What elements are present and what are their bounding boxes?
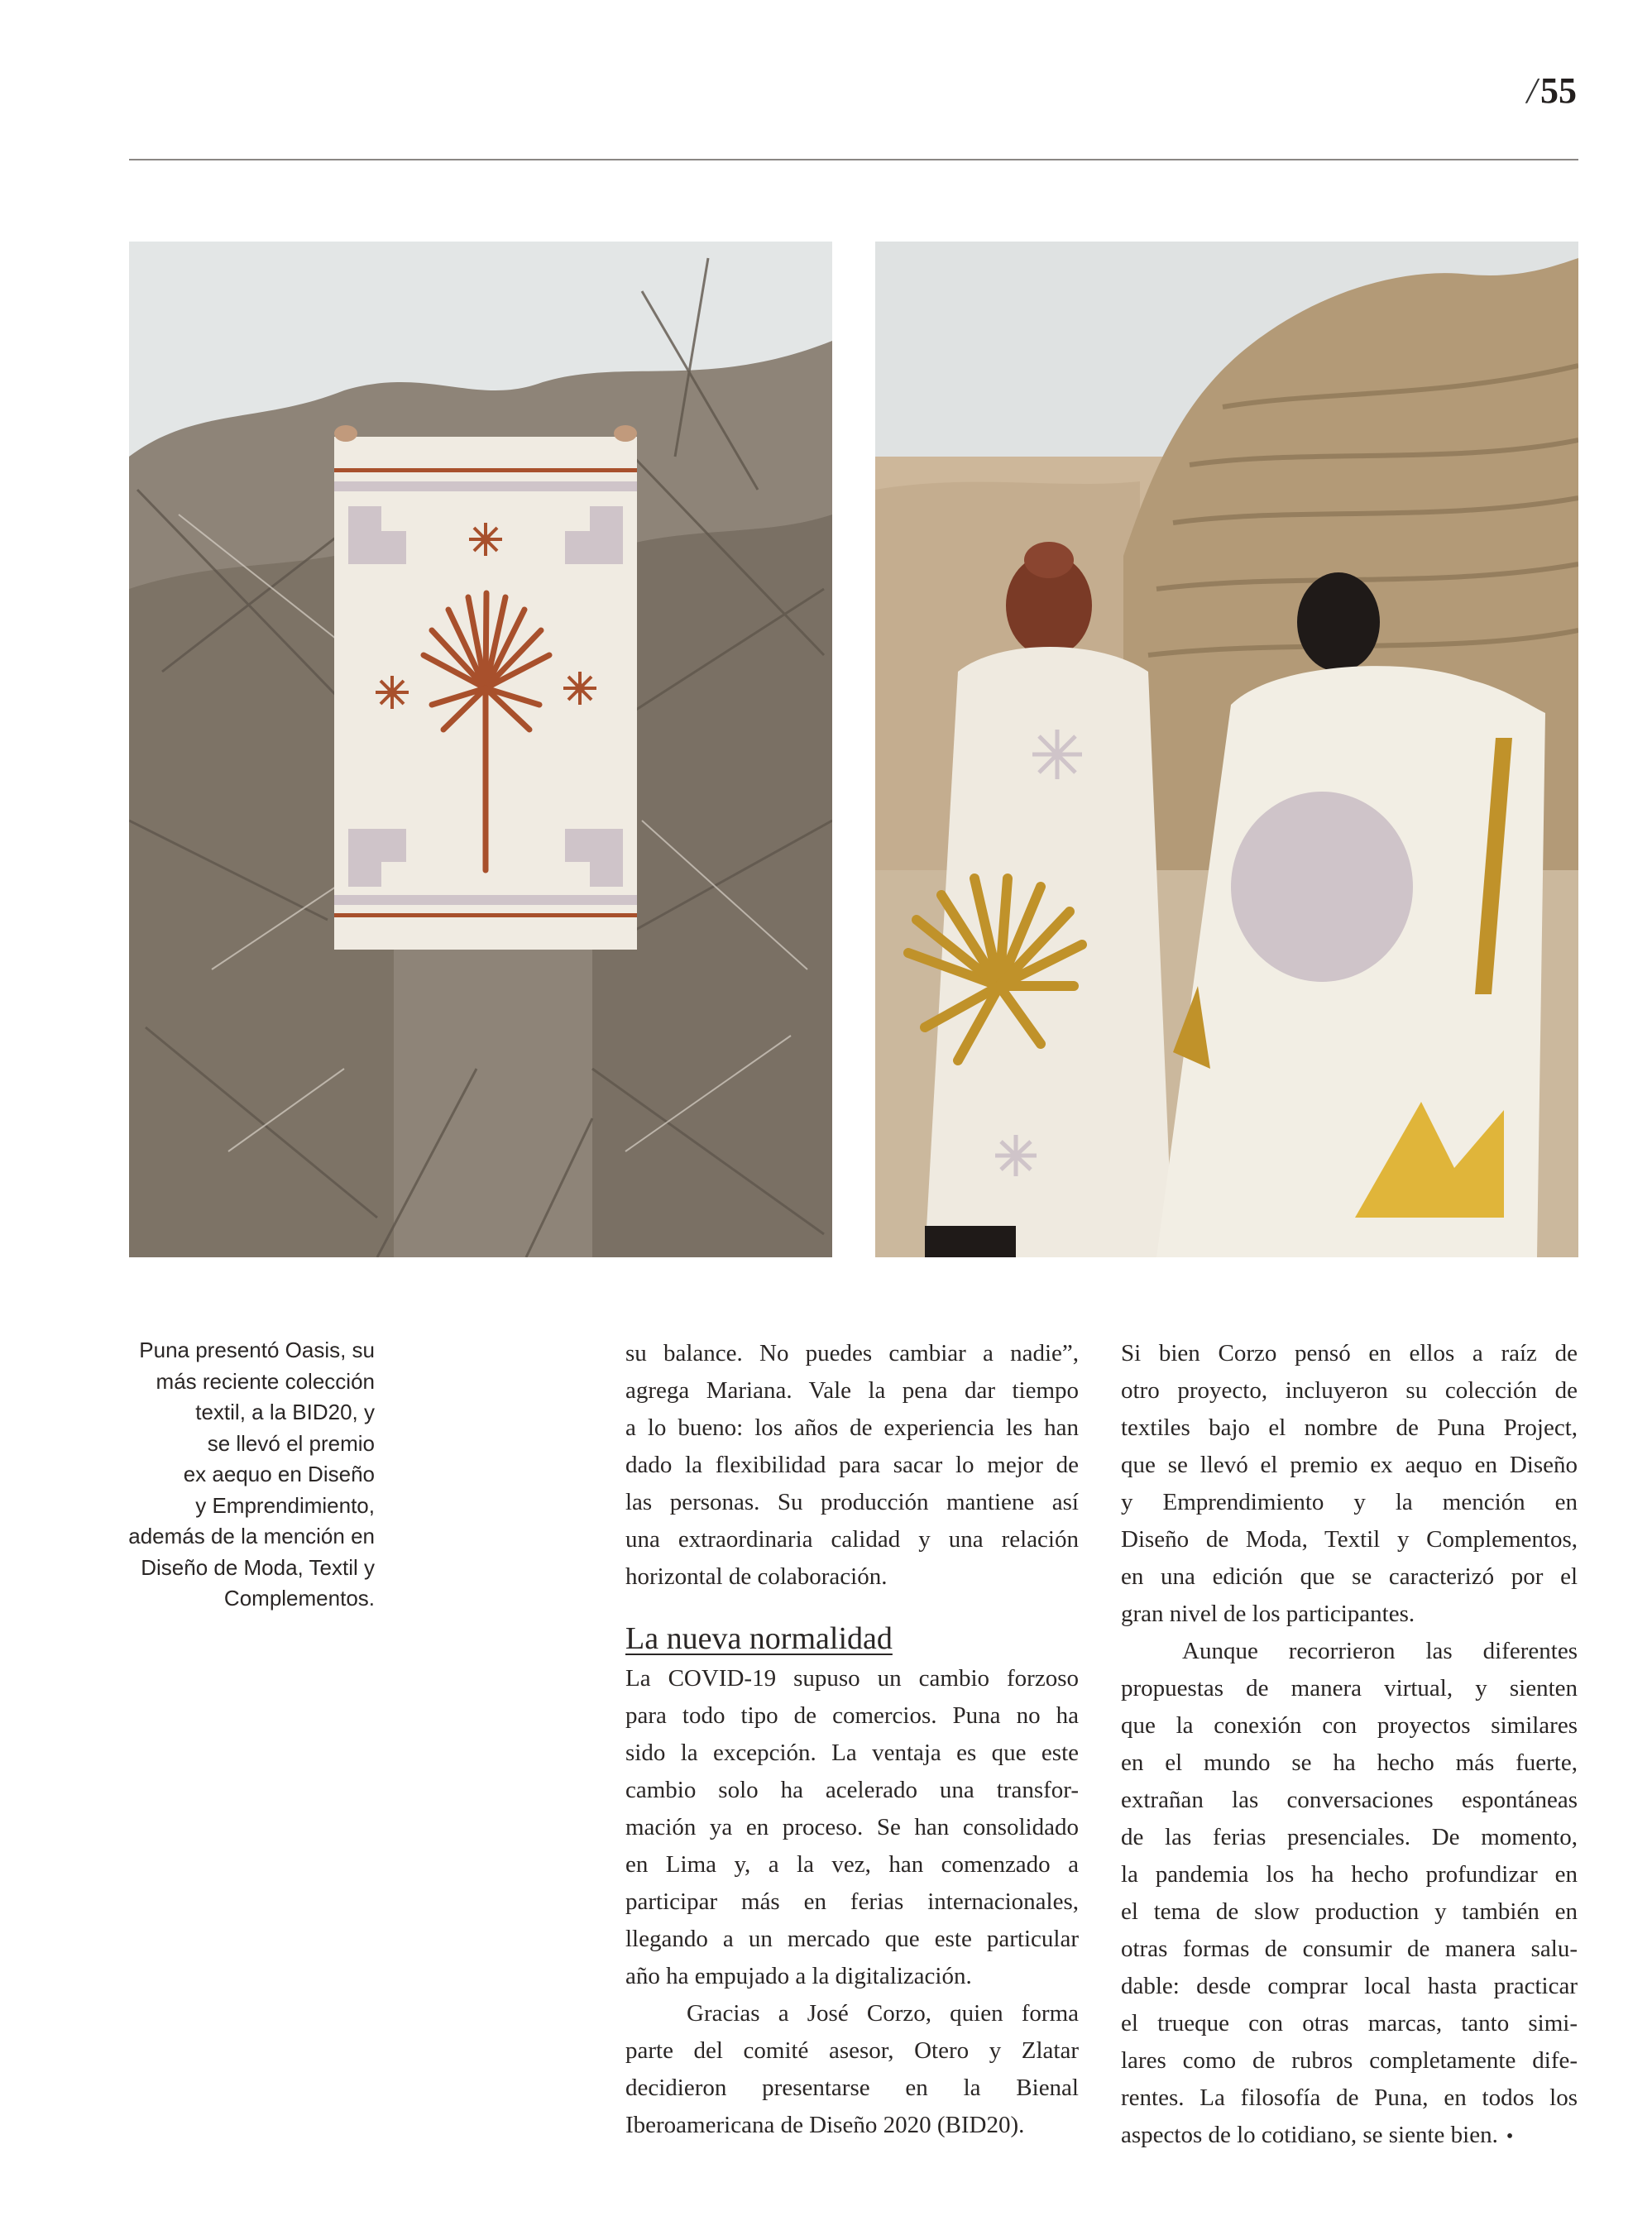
text-line: de las ferias presenciales. De momento, xyxy=(1121,1824,1578,1850)
text-line: una extraordinaria calidad y una relación xyxy=(625,1526,1079,1553)
text-line: Iberoamericana de Diseño 2020 (BID20). xyxy=(625,2112,1025,2138)
text-line: propuestas de manera virtual, y sienten xyxy=(1121,1675,1578,1701)
tapestry-illustration xyxy=(129,242,832,1257)
page-number xyxy=(1527,69,1577,112)
text-line: el trueque con otras marcas, tanto simi- xyxy=(1121,2010,1578,2037)
text-line: dable: desde comprar local hasta practicar xyxy=(1121,1973,1578,1999)
text-line: aspectos de lo cotidiano, se siente bien. xyxy=(1121,2122,1498,2148)
text-line: año ha empujado a la digitalización. xyxy=(625,1963,972,1989)
text-line: Si bien Corzo pensó en ellos a raíz de xyxy=(1121,1340,1578,1366)
text-line: Aunque recorrieron las diferentes xyxy=(1182,1638,1578,1664)
caption-line: y Emprendimiento, xyxy=(195,1492,375,1518)
text-line: y Emprendimiento y la mención en xyxy=(1121,1489,1578,1515)
text-line: otro proyecto, incluyeron su colección de xyxy=(1121,1377,1578,1404)
text-line: sido la excepción. La ventaja es que este xyxy=(625,1740,1079,1766)
text-line: agrega Mariana. Vale la pena dar tiempo xyxy=(625,1377,1079,1404)
photo-caption xyxy=(99,1335,375,1615)
text-line: extrañan las conversaciones espontáneas xyxy=(1121,1787,1578,1813)
caption-line: Puna presentó Oasis, su xyxy=(139,1338,375,1362)
text-line: en una edición que se caracterizó por el xyxy=(1121,1563,1578,1590)
text-line: en Lima y, a la vez, han comenzado a xyxy=(625,1851,1079,1878)
text-line: rentes. La filosofía de Puna, en todos los xyxy=(1121,2084,1578,2111)
text-line: participar más en ferias internacionales, xyxy=(625,1888,1079,1915)
photo-tapestry xyxy=(129,242,832,1257)
text-line: textiles bajo el nombre de Puna Project, xyxy=(1121,1414,1578,1441)
folio-slash: / xyxy=(1526,70,1537,111)
article-column-middle xyxy=(625,1335,1079,2144)
text-line: a lo bueno: los años de experiencia les han xyxy=(625,1414,1079,1441)
photo-blankets xyxy=(875,242,1578,1257)
caption-line: textil, a la BID20, y xyxy=(195,1400,375,1424)
text-line: Diseño de Moda, Textil y Complementos, xyxy=(1121,1526,1578,1553)
text-line: llegando a un mercado que este particular xyxy=(625,1926,1079,1952)
caption-line: Diseño de Moda, Textil y xyxy=(141,1554,375,1580)
caption-line: Complementos. xyxy=(223,1586,375,1611)
folio-number: 55 xyxy=(1540,70,1577,111)
text-line: La COVID-19 supuso un cambio forzoso xyxy=(625,1665,1079,1692)
text-line: que la conexión con proyectos similares xyxy=(1121,1712,1578,1739)
text-line: Gracias a José Corzo, quien forma xyxy=(687,2000,1079,2027)
section-subhead: La nueva normalidad xyxy=(625,1621,893,1656)
text-line: su balance. No puedes cambiar a nadie”, xyxy=(625,1340,1079,1366)
text-line: otras formas de consumir de manera salu- xyxy=(1121,1936,1578,1962)
text-line: que se llevó el premio ex aequo en Diseño xyxy=(1121,1452,1578,1478)
text-line: el tema de slow production y también en xyxy=(1121,1898,1578,1925)
text-line: en el mundo se ha hecho más fuerte, xyxy=(1121,1749,1578,1776)
caption-line: ex aequo en Diseño xyxy=(183,1462,375,1486)
text-line: gran nivel de los participantes. xyxy=(1121,1601,1415,1627)
end-mark: • xyxy=(1506,2126,1514,2147)
text-line: decidieron presentarse en la Bienal xyxy=(625,2075,1079,2101)
text-line: parte del comité asesor, Otero y Zlatar xyxy=(625,2037,1079,2064)
text-line-final xyxy=(1121,2117,1578,2156)
text-line: cambio solo ha acelerado una transfor- xyxy=(625,1777,1079,1803)
article-column-right xyxy=(1121,1335,1578,2156)
header-rule xyxy=(129,159,1578,160)
caption-line: se llevó el premio xyxy=(207,1430,375,1456)
text-line: dado la flexibilidad para sacar lo mejor de xyxy=(625,1452,1079,1478)
blankets-illustration xyxy=(875,242,1578,1257)
text-line: mación ya en proceso. Se han consolidado xyxy=(625,1814,1079,1840)
caption-line: más reciente colección xyxy=(156,1368,375,1394)
text-line: la pandemia los ha hecho profundizar en xyxy=(1121,1861,1578,1888)
text-line: las personas. Su producción mantiene así xyxy=(625,1489,1079,1515)
text-line: horizontal de colaboración. xyxy=(625,1563,888,1590)
text-line: lares como de rubros completamente dife- xyxy=(1121,2047,1578,2074)
text-line: para todo tipo de comercios. Puna no ha xyxy=(625,1702,1079,1729)
caption-line: además de la mención en xyxy=(128,1524,375,1548)
